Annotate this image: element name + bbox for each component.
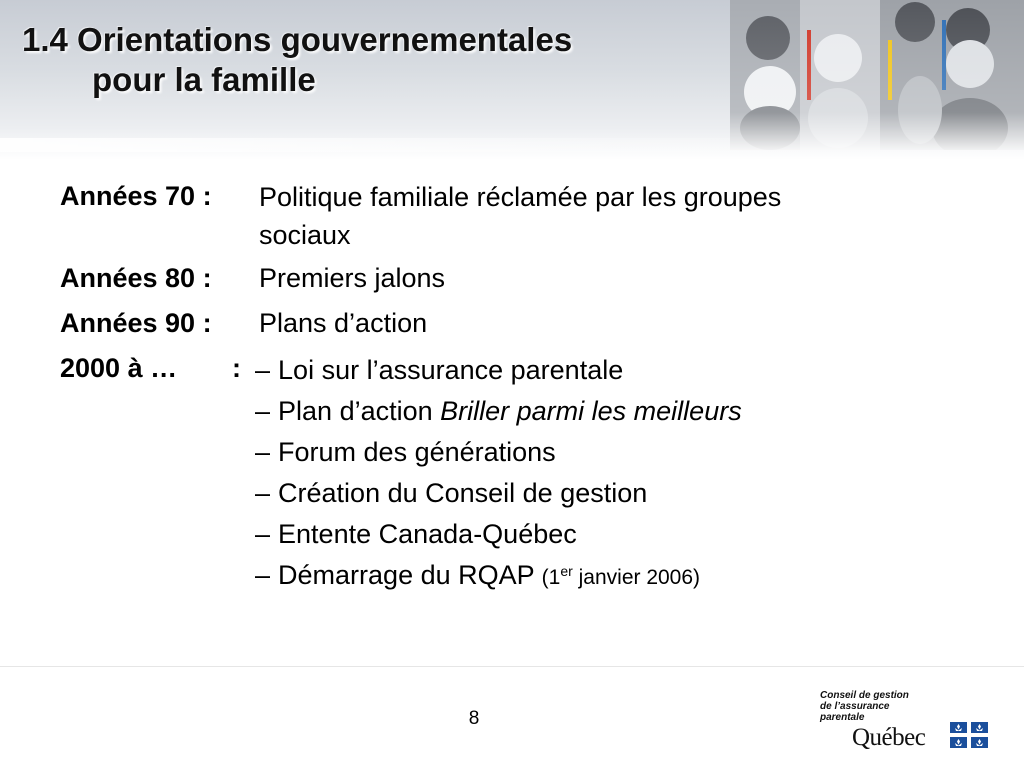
period-label-90s: Années 90 : xyxy=(60,308,212,338)
footer-divider xyxy=(0,666,1024,667)
list-item-text: Création du Conseil de gestion xyxy=(278,478,648,508)
family-photo-image xyxy=(730,0,1024,150)
list-item xyxy=(255,555,960,596)
cgap-quebec-logo xyxy=(820,690,1000,756)
list-item xyxy=(255,432,960,473)
slide-title xyxy=(22,20,572,100)
slide-title-line2: pour la famille xyxy=(92,61,316,98)
period-row-90s xyxy=(60,305,960,350)
logo-organization-name xyxy=(820,690,1000,723)
list-item-text: Plan d’action xyxy=(278,396,441,426)
family-photo-strip xyxy=(730,0,1024,150)
logo-line2: de l’assurance xyxy=(820,701,890,712)
dash-bullet: – xyxy=(255,519,271,549)
list-item xyxy=(255,391,960,432)
quebec-flag-icon xyxy=(950,722,988,748)
list-item-note xyxy=(541,563,701,589)
list-item xyxy=(255,514,960,555)
period-text-70s xyxy=(259,178,960,254)
slide-title-line1: 1.4 Orientations gouvernementales xyxy=(22,21,573,58)
page-number: 8 xyxy=(468,708,480,729)
note-superscript: er xyxy=(560,563,573,579)
slide-body xyxy=(60,178,960,596)
period-label-2000s: 2000 à … xyxy=(60,353,178,383)
slide-header xyxy=(0,0,1024,160)
period-row-80s xyxy=(60,260,960,305)
dash-bullet: – xyxy=(255,437,271,467)
list-item-text: Démarrage du RQAP xyxy=(278,560,542,590)
list-item-text: Loi sur l’assurance parentale xyxy=(278,355,624,385)
period-text-70s-line1: Politique familiale réclamée par les groupes xyxy=(259,182,782,212)
list-item-text: Forum des générations xyxy=(278,437,556,467)
list-item-text: Entente Canada-Québec xyxy=(278,519,577,549)
period-label-70s: Années 70 : xyxy=(60,181,212,211)
list-item-emphasis: Briller parmi les meilleurs xyxy=(440,396,742,426)
period-row-70s xyxy=(60,178,960,260)
logo-line1: Conseil de gestion xyxy=(820,690,909,701)
period-row-2000s xyxy=(60,350,960,596)
initiatives-list xyxy=(255,350,960,596)
quebec-wordmark: Québec xyxy=(852,724,926,751)
dash-bullet: – xyxy=(255,560,271,590)
list-item xyxy=(255,473,960,514)
list-item xyxy=(255,350,960,391)
period-label-80s: Années 80 : xyxy=(60,263,212,293)
note-open: (1 xyxy=(541,566,561,589)
period-text-80s: Premiers jalons xyxy=(259,263,446,293)
period-text-70s-line2: sociaux xyxy=(259,220,351,250)
note-close: janvier 2006) xyxy=(572,566,701,589)
dash-bullet: – xyxy=(255,355,271,385)
dash-bullet: – xyxy=(255,478,271,508)
period-text-90s: Plans d’action xyxy=(259,308,428,338)
logo-line3: parentale xyxy=(820,712,865,723)
dash-bullet: – xyxy=(255,396,271,426)
period-label-2000s-colon: : xyxy=(232,353,241,383)
